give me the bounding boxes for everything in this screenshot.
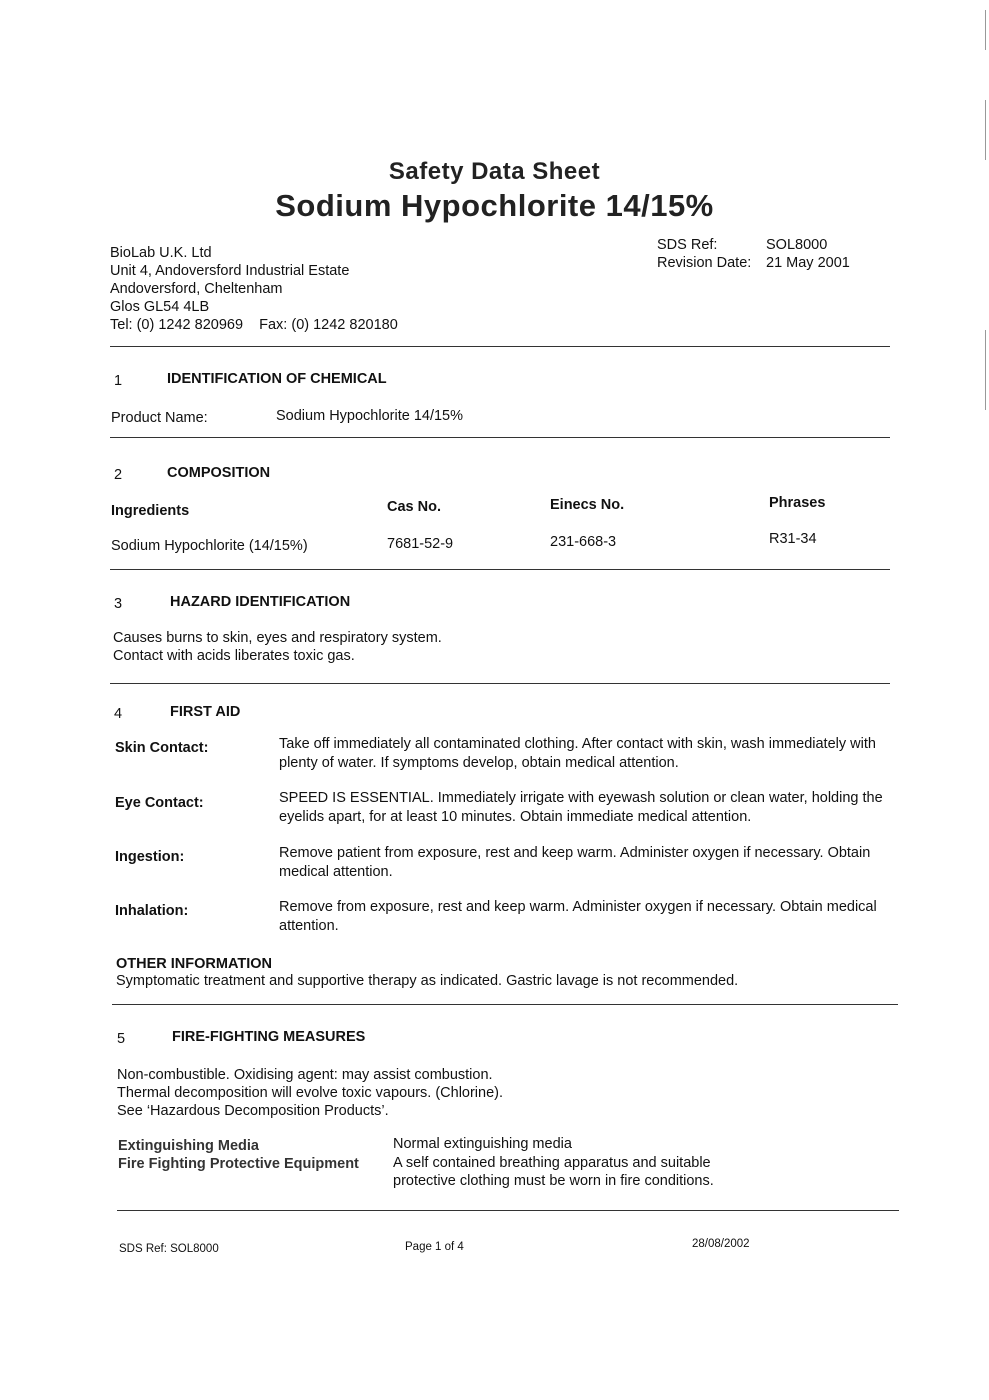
revision-date-value: 21 May 2001	[766, 255, 850, 271]
footer-page-number: Page 1 of 4	[405, 1241, 464, 1253]
fax-text: Fax: (0) 1242 820180	[259, 317, 398, 333]
sds-ref-label: SDS Ref:	[657, 237, 718, 253]
document-title: Safety Data Sheet	[388, 158, 601, 185]
scan-edge-mark	[985, 10, 986, 50]
divider	[117, 1210, 899, 1211]
ingredient-cas: 7681-52-9	[387, 536, 454, 552]
sds-ref-values	[766, 236, 850, 272]
first-aid-label: Inhalation:	[115, 903, 189, 919]
divider	[110, 683, 890, 684]
ingredient-phrases: R31-34	[769, 531, 817, 547]
column-header-phrases: Phrases	[769, 495, 826, 511]
divider	[110, 346, 890, 347]
fire-line-3: See ‘Hazardous Decomposition Products’.	[117, 1103, 389, 1119]
first-aid-text: Remove from exposure, rest and keep warm. Administer oxygen if necessary. Obtain medical attention.	[279, 899, 877, 934]
divider	[112, 1004, 898, 1005]
first-aid-text: Take off immediately all contaminated clothing. After contact with skin, wash immediately with plenty of water. If symptoms develop, obtain medical attention.	[279, 736, 876, 771]
hazard-line-1: Causes burns to skin, eyes and respiratory system.	[113, 630, 442, 646]
section-2-number: 2	[114, 467, 123, 483]
hazard-text	[113, 629, 442, 665]
section-3-heading: HAZARD IDENTIFICATION	[170, 594, 351, 610]
divider	[110, 437, 890, 438]
footer-date: 28/08/2002	[692, 1238, 750, 1250]
first-aid-label: Eye Contact:	[115, 795, 204, 811]
address-line-2: Andoversford, Cheltenham	[110, 281, 283, 297]
protective-equipment-label: Fire Fighting Protective Equipment	[118, 1156, 359, 1172]
first-aid-label: Skin Contact:	[115, 740, 209, 756]
extinguishing-media-label: Extinguishing Media	[118, 1138, 259, 1154]
company-address	[110, 244, 398, 334]
section-5-number: 5	[117, 1031, 126, 1047]
ingredient-einecs: 231-668-3	[550, 534, 617, 550]
first-aid-label: Ingestion:	[115, 849, 185, 865]
other-information-text: Symptomatic treatment and supportive therapy as indicated. Gastric lavage is not recommended.	[116, 973, 739, 989]
footer-ref: SDS Ref: SOL8000	[119, 1243, 219, 1255]
protective-equipment-value	[393, 1154, 714, 1190]
section-1-number: 1	[114, 373, 123, 389]
sds-ref-block	[657, 236, 751, 272]
section-4-heading: FIRST AID	[170, 704, 241, 720]
section-1-heading: IDENTIFICATION OF CHEMICAL	[167, 371, 387, 387]
address-line-3: Glos GL54 4LB	[110, 299, 210, 315]
other-information-heading: OTHER INFORMATION	[116, 956, 272, 972]
fire-fighting-text	[117, 1066, 503, 1120]
ppe-line-2: protective clothing must be worn in fire conditions.	[393, 1173, 714, 1189]
product-name-label: Product Name:	[111, 410, 208, 426]
fire-line-2: Thermal decomposition will evolve toxic vapours. (Chlorine).	[117, 1085, 504, 1101]
ingredient-name: Sodium Hypochlorite (14/15%)	[111, 538, 308, 554]
section-5-heading: FIRE-FIGHTING MEASURES	[172, 1029, 366, 1045]
section-3-number: 3	[114, 596, 123, 612]
fire-line-1: Non-combustible. Oxidising agent: may assist combustion.	[117, 1067, 493, 1083]
first-aid-text: SPEED IS ESSENTIAL. Immediately irrigate with eyewash solution or clean water, holding the eyelids apart, for at least 10 minutes. Obtain immediate medical attention.	[279, 790, 883, 825]
ppe-line-1: A self contained breathing apparatus and suitable	[393, 1155, 711, 1171]
company-name: BioLab U.K. Ltd	[110, 245, 212, 261]
column-header-ingredients: Ingredients	[111, 503, 190, 519]
scan-edge-mark	[985, 100, 986, 160]
product-title: Sodium Hypochlorite 14/15%	[275, 188, 714, 223]
sds-ref-value: SOL8000	[766, 237, 828, 253]
hazard-line-2: Contact with acids liberates toxic gas.	[113, 648, 355, 664]
address-line-1: Unit 4, Andoversford Industrial Estate	[110, 263, 350, 279]
phone-fax-line	[110, 316, 398, 334]
divider	[110, 569, 890, 570]
tel-text: Tel: (0) 1242 820969	[110, 317, 244, 333]
revision-date-label: Revision Date:	[657, 255, 752, 271]
section-4-number: 4	[114, 706, 123, 722]
column-header-cas: Cas No.	[387, 499, 441, 515]
first-aid-text: Remove patient from exposure, rest and keep warm. Administer oxygen if necessary. Obtain medical attention.	[279, 845, 871, 880]
column-header-einecs: Einecs No.	[550, 497, 625, 513]
extinguishing-media-value: Normal extinguishing media	[393, 1136, 572, 1152]
scan-edge-mark	[985, 330, 986, 410]
section-2-heading: COMPOSITION	[167, 465, 271, 481]
product-name-value: Sodium Hypochlorite 14/15%	[276, 408, 463, 424]
